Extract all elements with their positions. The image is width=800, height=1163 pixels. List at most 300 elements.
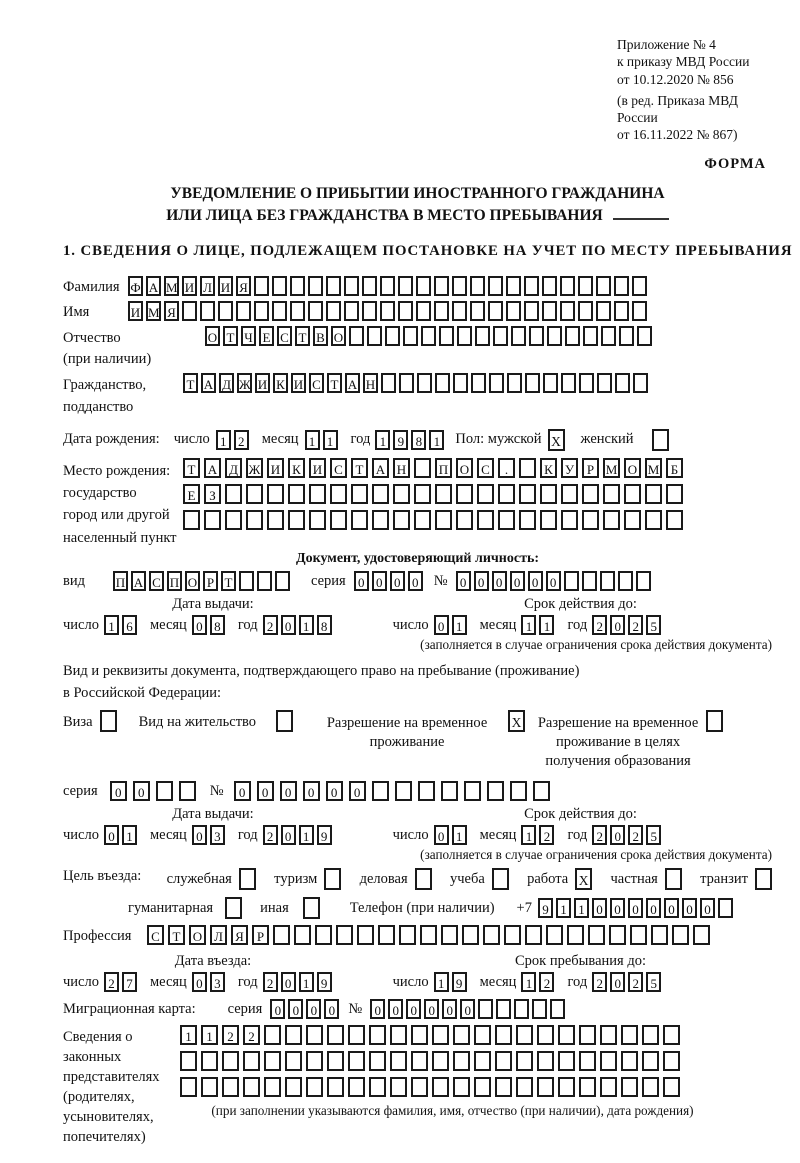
- cell-box[interactable]: [218, 301, 233, 321]
- cell-box[interactable]: 2: [628, 825, 643, 845]
- birth-year-field[interactable]: [375, 430, 447, 450]
- cell-box[interactable]: 1: [216, 430, 231, 450]
- cell-box[interactable]: 2: [243, 1025, 260, 1045]
- cell-box[interactable]: [642, 1051, 659, 1071]
- cell-box[interactable]: [306, 1077, 323, 1097]
- cell-box[interactable]: [453, 1025, 470, 1045]
- cell-box[interactable]: [367, 326, 382, 346]
- cell-box[interactable]: [456, 510, 473, 530]
- cell-box[interactable]: [257, 571, 272, 591]
- identity-valid-month[interactable]: [521, 615, 557, 635]
- entry-day[interactable]: [104, 972, 140, 992]
- cell-box[interactable]: О: [624, 458, 641, 478]
- cell-box[interactable]: [288, 484, 305, 504]
- cell-box[interactable]: [493, 326, 508, 346]
- cell-box[interactable]: [663, 1077, 680, 1097]
- cell-box[interactable]: [201, 1077, 218, 1097]
- cell-box[interactable]: 2: [592, 615, 607, 635]
- residence-valid-day[interactable]: [434, 825, 470, 845]
- cell-box[interactable]: 0: [610, 615, 625, 635]
- cell-box[interactable]: [372, 510, 389, 530]
- cell-box[interactable]: [348, 1025, 365, 1045]
- cell-box[interactable]: [351, 484, 368, 504]
- cell-box[interactable]: Д: [219, 373, 234, 393]
- cell-box[interactable]: И: [291, 373, 306, 393]
- cell-box[interactable]: [582, 571, 597, 591]
- purpose-official-checkbox[interactable]: [239, 868, 256, 890]
- cell-box[interactable]: [645, 510, 662, 530]
- cell-box[interactable]: [200, 301, 215, 321]
- cell-box[interactable]: [246, 510, 263, 530]
- entry-year[interactable]: [263, 972, 335, 992]
- purpose-transit-checkbox[interactable]: [755, 868, 772, 890]
- cell-box[interactable]: [495, 1051, 512, 1071]
- cell-box[interactable]: 0: [492, 571, 507, 591]
- cell-box[interactable]: [603, 484, 620, 504]
- cell-box[interactable]: 1: [452, 825, 467, 845]
- cell-box[interactable]: [483, 925, 500, 945]
- cell-box[interactable]: [452, 301, 467, 321]
- cell-box[interactable]: [550, 999, 565, 1019]
- cell-box[interactable]: [582, 510, 599, 530]
- purpose-humanitarian-checkbox[interactable]: [225, 897, 242, 919]
- cell-box[interactable]: П: [167, 571, 182, 591]
- cell-box[interactable]: [180, 1077, 197, 1097]
- cell-box[interactable]: В: [313, 326, 328, 346]
- cell-box[interactable]: [156, 781, 173, 801]
- cell-box[interactable]: [547, 326, 562, 346]
- cell-box[interactable]: 0: [354, 571, 369, 591]
- cell-box[interactable]: 0: [281, 825, 296, 845]
- cell-box[interactable]: [642, 1077, 659, 1097]
- cell-box[interactable]: [372, 781, 389, 801]
- cell-box[interactable]: [344, 276, 359, 296]
- cell-box[interactable]: [288, 510, 305, 530]
- cell-box[interactable]: [417, 373, 432, 393]
- cell-box[interactable]: О: [189, 925, 206, 945]
- cell-box[interactable]: [411, 1051, 428, 1071]
- cell-box[interactable]: [267, 484, 284, 504]
- cell-box[interactable]: [272, 276, 287, 296]
- cell-box[interactable]: [516, 1077, 533, 1097]
- cell-box[interactable]: [416, 276, 431, 296]
- cell-box[interactable]: Т: [221, 571, 236, 591]
- cell-box[interactable]: П: [113, 571, 128, 591]
- cell-box[interactable]: 0: [610, 898, 625, 918]
- cell-box[interactable]: [567, 925, 584, 945]
- cell-box[interactable]: [614, 276, 629, 296]
- cell-box[interactable]: 0: [372, 571, 387, 591]
- cell-box[interactable]: [532, 999, 547, 1019]
- cell-box[interactable]: [488, 301, 503, 321]
- cell-box[interactable]: [344, 301, 359, 321]
- cell-box[interactable]: [672, 925, 689, 945]
- cell-box[interactable]: С: [277, 326, 292, 346]
- cell-box[interactable]: 0: [192, 972, 207, 992]
- representatives-field-row2[interactable]: [180, 1051, 725, 1071]
- cell-box[interactable]: 0: [528, 571, 543, 591]
- cell-box[interactable]: [285, 1077, 302, 1097]
- cell-box[interactable]: И: [255, 373, 270, 393]
- cell-box[interactable]: [393, 484, 410, 504]
- cell-box[interactable]: 1: [299, 972, 314, 992]
- representatives-field-row1[interactable]: [180, 1025, 725, 1045]
- cell-box[interactable]: 3: [210, 972, 225, 992]
- cell-box[interactable]: [645, 484, 662, 504]
- cell-box[interactable]: [336, 925, 353, 945]
- cell-box[interactable]: [561, 510, 578, 530]
- cell-box[interactable]: [182, 301, 197, 321]
- cell-box[interactable]: К: [288, 458, 305, 478]
- cell-box[interactable]: [414, 458, 431, 478]
- cell-box[interactable]: [183, 510, 200, 530]
- cell-box[interactable]: [564, 571, 579, 591]
- cell-box[interactable]: [630, 925, 647, 945]
- cell-box[interactable]: 5: [646, 972, 661, 992]
- residence-issue-day[interactable]: [104, 825, 140, 845]
- cell-box[interactable]: [582, 484, 599, 504]
- cell-box[interactable]: [525, 925, 542, 945]
- cell-box[interactable]: Р: [252, 925, 269, 945]
- cell-box[interactable]: [474, 1051, 491, 1071]
- cell-box[interactable]: Б: [666, 458, 683, 478]
- cell-box[interactable]: [506, 301, 521, 321]
- cell-box[interactable]: [380, 276, 395, 296]
- cell-box[interactable]: [597, 373, 612, 393]
- birth-place-field-row1[interactable]: [183, 458, 687, 478]
- cell-box[interactable]: 2: [539, 825, 554, 845]
- cell-box[interactable]: [621, 1025, 638, 1045]
- cell-box[interactable]: 0: [192, 615, 207, 635]
- cell-box[interactable]: И: [128, 301, 143, 321]
- residence-valid-year[interactable]: [592, 825, 664, 845]
- birth-day-field[interactable]: [216, 430, 252, 450]
- cell-box[interactable]: [600, 1025, 617, 1045]
- cell-box[interactable]: О: [185, 571, 200, 591]
- cell-box[interactable]: 2: [592, 825, 607, 845]
- cell-box[interactable]: И: [267, 458, 284, 478]
- cell-box[interactable]: [614, 301, 629, 321]
- cell-box[interactable]: [471, 373, 486, 393]
- cell-box[interactable]: [624, 484, 641, 504]
- cell-box[interactable]: 3: [210, 825, 225, 845]
- cell-box[interactable]: 0: [442, 999, 457, 1019]
- cell-box[interactable]: [596, 276, 611, 296]
- cell-box[interactable]: [308, 301, 323, 321]
- cell-box[interactable]: [452, 276, 467, 296]
- cell-box[interactable]: [399, 925, 416, 945]
- cell-box[interactable]: 1: [323, 430, 338, 450]
- cell-box[interactable]: [439, 326, 454, 346]
- cell-box[interactable]: 1: [180, 1025, 197, 1045]
- cell-box[interactable]: 9: [317, 825, 332, 845]
- cell-box[interactable]: [416, 301, 431, 321]
- cell-box[interactable]: Ж: [246, 458, 263, 478]
- identity-issue-month[interactable]: [192, 615, 228, 635]
- cell-box[interactable]: [529, 326, 544, 346]
- cell-box[interactable]: [498, 484, 515, 504]
- cell-box[interactable]: [718, 898, 733, 918]
- representatives-field-row3[interactable]: [180, 1077, 725, 1097]
- cell-box[interactable]: [362, 276, 377, 296]
- cell-box[interactable]: [306, 1025, 323, 1045]
- cell-box[interactable]: [487, 781, 504, 801]
- cell-box[interactable]: 0: [110, 781, 127, 801]
- cell-box[interactable]: [579, 373, 594, 393]
- cell-box[interactable]: 1: [299, 825, 314, 845]
- cell-box[interactable]: [239, 571, 254, 591]
- cell-box[interactable]: [309, 510, 326, 530]
- birth-month-field[interactable]: [305, 430, 341, 450]
- cell-box[interactable]: П: [435, 458, 452, 478]
- cell-box[interactable]: [434, 276, 449, 296]
- cell-box[interactable]: [510, 781, 527, 801]
- cell-box[interactable]: [432, 1051, 449, 1071]
- cell-box[interactable]: 0: [664, 898, 679, 918]
- cell-box[interactable]: [369, 1077, 386, 1097]
- cell-box[interactable]: М: [603, 458, 620, 478]
- cell-box[interactable]: 0: [460, 999, 475, 1019]
- cell-box[interactable]: [558, 1077, 575, 1097]
- cell-box[interactable]: У: [561, 458, 578, 478]
- cell-box[interactable]: [264, 1051, 281, 1071]
- cell-box[interactable]: [385, 326, 400, 346]
- migration-number-field[interactable]: [370, 999, 568, 1019]
- cell-box[interactable]: [285, 1051, 302, 1071]
- cell-box[interactable]: [621, 1051, 638, 1071]
- cell-box[interactable]: .: [498, 458, 515, 478]
- cell-box[interactable]: 0: [424, 999, 439, 1019]
- identity-issue-year[interactable]: [263, 615, 335, 635]
- cell-box[interactable]: [418, 781, 435, 801]
- cell-box[interactable]: [254, 301, 269, 321]
- cell-box[interactable]: М: [645, 458, 662, 478]
- cell-box[interactable]: [222, 1077, 239, 1097]
- cell-box[interactable]: 7: [122, 972, 137, 992]
- cell-box[interactable]: 1: [104, 615, 119, 635]
- purpose-work-checkbox[interactable]: X: [575, 868, 592, 890]
- purpose-study-checkbox[interactable]: [492, 868, 509, 890]
- cell-box[interactable]: [179, 781, 196, 801]
- cell-box[interactable]: [663, 1025, 680, 1045]
- cell-box[interactable]: [583, 326, 598, 346]
- doc-type-field[interactable]: [113, 571, 293, 591]
- cell-box[interactable]: Я: [231, 925, 248, 945]
- birth-place-field-row2[interactable]: [183, 484, 687, 504]
- cell-box[interactable]: [516, 1025, 533, 1045]
- cell-box[interactable]: [600, 1051, 617, 1071]
- cell-box[interactable]: [524, 301, 539, 321]
- cell-box[interactable]: 1: [299, 615, 314, 635]
- entry-month[interactable]: [192, 972, 228, 992]
- cell-box[interactable]: [462, 925, 479, 945]
- cell-box[interactable]: [488, 276, 503, 296]
- cell-box[interactable]: 1: [375, 430, 390, 450]
- residence-series-field[interactable]: [110, 781, 202, 801]
- cell-box[interactable]: [456, 484, 473, 504]
- cell-box[interactable]: 2: [539, 972, 554, 992]
- cell-box[interactable]: [275, 571, 290, 591]
- cell-box[interactable]: А: [201, 373, 216, 393]
- cell-box[interactable]: [565, 326, 580, 346]
- cell-box[interactable]: [381, 373, 396, 393]
- cell-box[interactable]: 0: [408, 571, 423, 591]
- cell-box[interactable]: Т: [183, 458, 200, 478]
- cell-box[interactable]: [327, 1051, 344, 1071]
- cell-box[interactable]: [666, 510, 683, 530]
- cell-box[interactable]: [294, 925, 311, 945]
- cell-box[interactable]: Я: [164, 301, 179, 321]
- cell-box[interactable]: [453, 1051, 470, 1071]
- cell-box[interactable]: [398, 301, 413, 321]
- cell-box[interactable]: [542, 301, 557, 321]
- cell-box[interactable]: [264, 1025, 281, 1045]
- identity-valid-day[interactable]: [434, 615, 470, 635]
- cell-box[interactable]: 1: [201, 1025, 218, 1045]
- cell-box[interactable]: [507, 373, 522, 393]
- cell-box[interactable]: 0: [390, 571, 405, 591]
- cell-box[interactable]: [596, 301, 611, 321]
- cell-box[interactable]: [285, 1025, 302, 1045]
- visa-checkbox[interactable]: [100, 710, 117, 732]
- cell-box[interactable]: 8: [210, 615, 225, 635]
- cell-box[interactable]: [579, 1077, 596, 1097]
- cell-box[interactable]: [308, 276, 323, 296]
- purpose-business-checkbox[interactable]: [415, 868, 432, 890]
- cell-box[interactable]: 0: [270, 999, 285, 1019]
- cell-box[interactable]: [393, 510, 410, 530]
- cell-box[interactable]: [600, 571, 615, 591]
- cell-box[interactable]: Л: [210, 925, 227, 945]
- cell-box[interactable]: [180, 1051, 197, 1071]
- profession-field[interactable]: [147, 925, 714, 945]
- cell-box[interactable]: 0: [434, 615, 449, 635]
- cell-box[interactable]: [432, 1077, 449, 1097]
- cell-box[interactable]: 2: [104, 972, 119, 992]
- cell-box[interactable]: Я: [236, 276, 251, 296]
- cell-box[interactable]: [693, 925, 710, 945]
- cell-box[interactable]: 0: [281, 615, 296, 635]
- cell-box[interactable]: [651, 925, 668, 945]
- cell-box[interactable]: [390, 1051, 407, 1071]
- cell-box[interactable]: [470, 301, 485, 321]
- cell-box[interactable]: И: [309, 458, 326, 478]
- cell-box[interactable]: [435, 510, 452, 530]
- purpose-tourism-checkbox[interactable]: [324, 868, 341, 890]
- cell-box[interactable]: [525, 373, 540, 393]
- residence-issue-year[interactable]: [263, 825, 335, 845]
- cell-box[interactable]: [453, 1077, 470, 1097]
- cell-box[interactable]: 9: [452, 972, 467, 992]
- cell-box[interactable]: [543, 373, 558, 393]
- cell-box[interactable]: [537, 1025, 554, 1045]
- cell-box[interactable]: [372, 484, 389, 504]
- cell-box[interactable]: [327, 1077, 344, 1097]
- cell-box[interactable]: [496, 999, 511, 1019]
- cell-box[interactable]: 0: [349, 781, 366, 801]
- cell-box[interactable]: [414, 510, 431, 530]
- cell-box[interactable]: [421, 326, 436, 346]
- cell-box[interactable]: [435, 484, 452, 504]
- cell-box[interactable]: 0: [610, 825, 625, 845]
- cell-box[interactable]: Е: [259, 326, 274, 346]
- cell-box[interactable]: [225, 484, 242, 504]
- cell-box[interactable]: Е: [183, 484, 200, 504]
- cell-box[interactable]: Н: [393, 458, 410, 478]
- purpose-private-checkbox[interactable]: [665, 868, 682, 890]
- cell-box[interactable]: Ч: [241, 326, 256, 346]
- cell-box[interactable]: 0: [281, 972, 296, 992]
- cell-box[interactable]: [642, 1025, 659, 1045]
- cell-box[interactable]: 0: [257, 781, 274, 801]
- cell-box[interactable]: [637, 326, 652, 346]
- cell-box[interactable]: Н: [363, 373, 378, 393]
- patronymic-field[interactable]: [205, 326, 655, 346]
- cell-box[interactable]: [561, 484, 578, 504]
- cell-box[interactable]: 1: [434, 972, 449, 992]
- cell-box[interactable]: 2: [628, 615, 643, 635]
- cell-box[interactable]: 8: [317, 615, 332, 635]
- cell-box[interactable]: [264, 1077, 281, 1097]
- cell-box[interactable]: [579, 1051, 596, 1071]
- cell-box[interactable]: [378, 925, 395, 945]
- cell-box[interactable]: С: [309, 373, 324, 393]
- identity-valid-year[interactable]: [592, 615, 664, 635]
- cell-box[interactable]: [272, 301, 287, 321]
- cell-box[interactable]: [601, 326, 616, 346]
- cell-box[interactable]: 0: [546, 571, 561, 591]
- cell-box[interactable]: [326, 276, 341, 296]
- stay-day[interactable]: [434, 972, 470, 992]
- cell-box[interactable]: 0: [474, 571, 489, 591]
- cell-box[interactable]: [306, 1051, 323, 1071]
- cell-box[interactable]: 2: [263, 825, 278, 845]
- cell-box[interactable]: К: [273, 373, 288, 393]
- purpose-other-checkbox[interactable]: [303, 897, 320, 919]
- cell-box[interactable]: 2: [263, 615, 278, 635]
- cell-box[interactable]: [603, 510, 620, 530]
- cell-box[interactable]: [519, 484, 536, 504]
- cell-box[interactable]: 5: [646, 615, 661, 635]
- cell-box[interactable]: [470, 276, 485, 296]
- cell-box[interactable]: О: [456, 458, 473, 478]
- cell-box[interactable]: [561, 373, 576, 393]
- cell-box[interactable]: 0: [610, 972, 625, 992]
- cell-box[interactable]: И: [218, 276, 233, 296]
- cell-box[interactable]: [542, 276, 557, 296]
- cell-box[interactable]: [330, 484, 347, 504]
- cell-box[interactable]: 0: [370, 999, 385, 1019]
- cell-box[interactable]: [636, 571, 651, 591]
- cell-box[interactable]: [560, 276, 575, 296]
- residence-valid-month[interactable]: [521, 825, 557, 845]
- cell-box[interactable]: З: [204, 484, 221, 504]
- phone-field[interactable]: [538, 898, 736, 918]
- cell-box[interactable]: Ж: [237, 373, 252, 393]
- cell-box[interactable]: [243, 1051, 260, 1071]
- cell-box[interactable]: [537, 1051, 554, 1071]
- cell-box[interactable]: 0: [303, 781, 320, 801]
- cell-box[interactable]: [309, 484, 326, 504]
- cell-box[interactable]: 9: [538, 898, 553, 918]
- citizenship-field[interactable]: [183, 373, 651, 393]
- cell-box[interactable]: Р: [582, 458, 599, 478]
- cell-box[interactable]: 1: [521, 972, 536, 992]
- cell-box[interactable]: 0: [456, 571, 471, 591]
- cell-box[interactable]: [453, 373, 468, 393]
- cell-box[interactable]: [357, 925, 374, 945]
- surname-field[interactable]: [128, 276, 650, 296]
